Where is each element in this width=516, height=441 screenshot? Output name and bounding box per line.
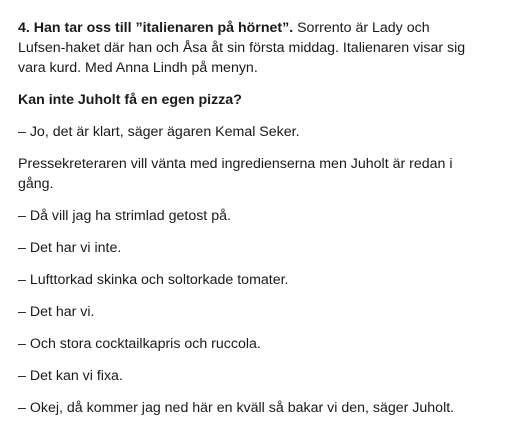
exchange-line: – Okej, då kommer jag ned här en kväll så bakar vi den, säger Juholt. bbox=[18, 400, 455, 416]
intro-line1-rest: Sorrento är Lady och bbox=[293, 20, 430, 36]
exchange-line: – Lufttorkad skinka och soltorkade tomater. bbox=[18, 272, 289, 288]
dialogue-line: – Jo, det är klart, säger ägaren Kemal Seker. bbox=[18, 124, 300, 140]
exchange-line: – Det kan vi fixa. bbox=[18, 368, 123, 384]
narration-line2: gång. bbox=[18, 176, 54, 192]
intro-lead: 4. Han tar oss till ”italienaren på hörnet”. bbox=[18, 20, 294, 36]
exchange-line: – Då vill jag ha strimlad getost på. bbox=[18, 208, 231, 224]
intro-paragraph bbox=[18, 18, 512, 78]
article-body bbox=[18, 18, 512, 418]
narration-paragraph bbox=[18, 154, 512, 194]
exchange-line: – Och stora cocktailkapris och ruccola. bbox=[18, 336, 261, 352]
exchange-line: – Det har vi inte. bbox=[18, 240, 122, 256]
intro-line3: vara kurd. Med Anna Lindh på menyn. bbox=[18, 60, 258, 76]
intro-line2: Lufsen-haket där han och Åsa åt sin första middag. Italienaren visar sig bbox=[18, 40, 466, 56]
question-heading: Kan inte Juholt få en egen pizza? bbox=[18, 92, 242, 108]
narration-line1: Pressekreteraren vill vänta med ingredienserna men Juholt är redan i bbox=[18, 156, 453, 172]
exchange-line: – Det har vi. bbox=[18, 304, 95, 320]
